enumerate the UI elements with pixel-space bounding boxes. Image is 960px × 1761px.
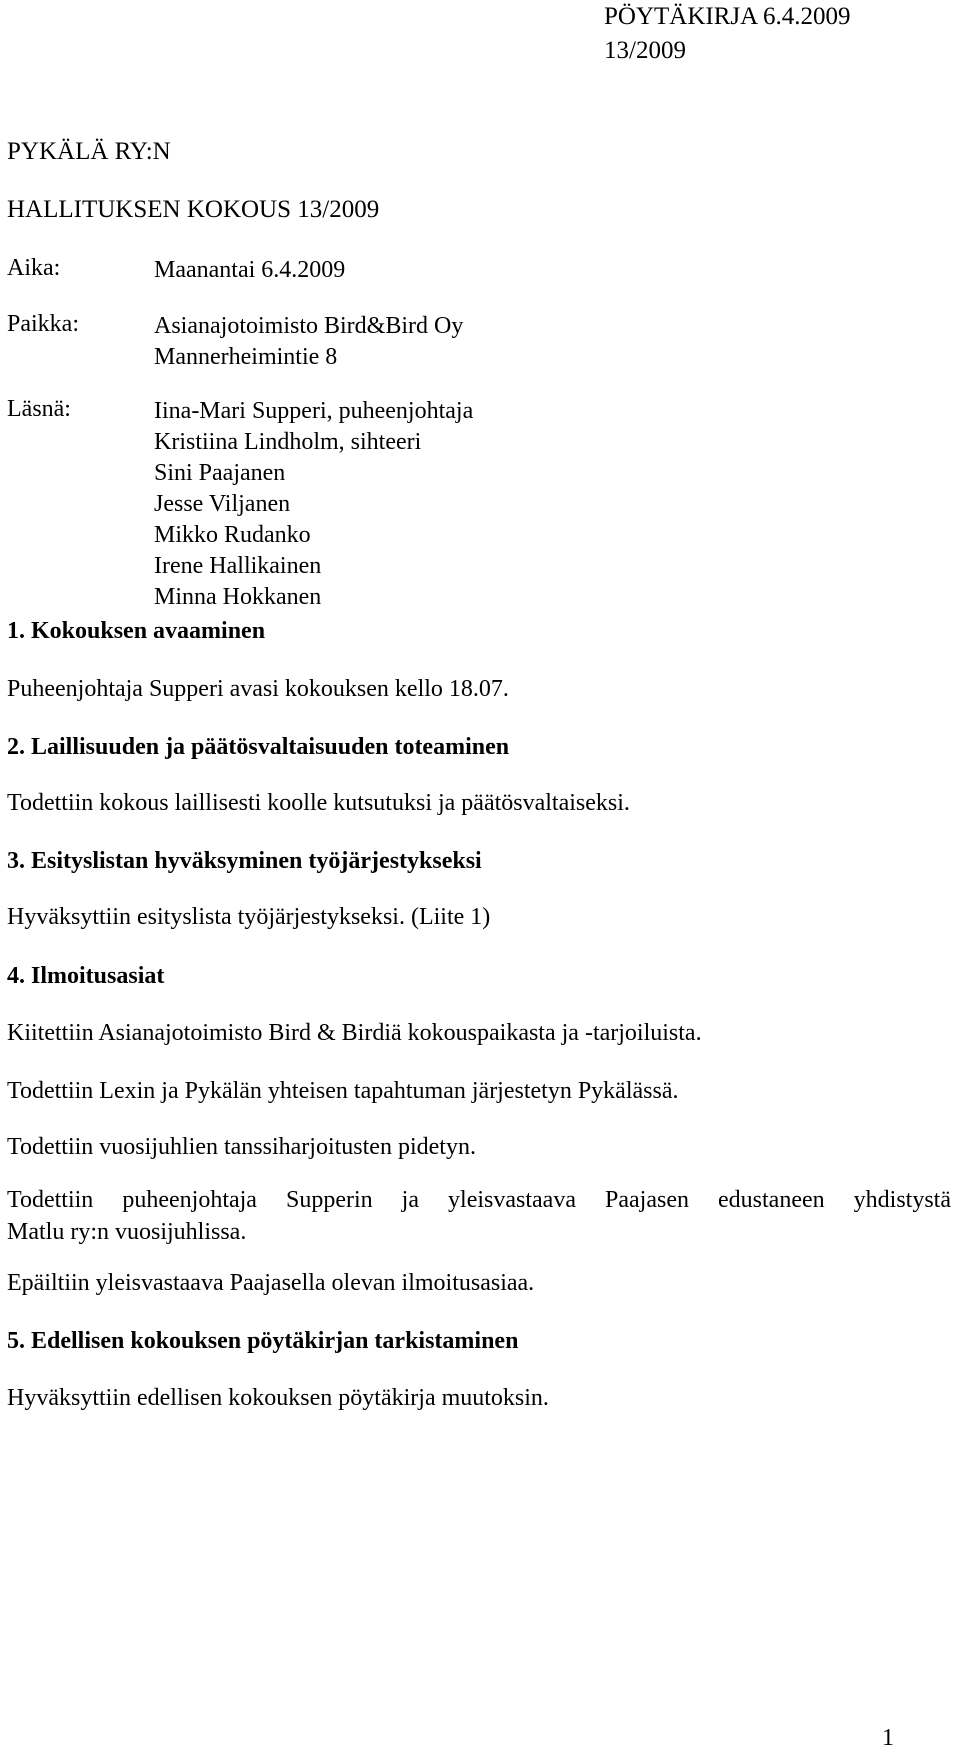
section-2-heading: 2. Laillisuuden ja päätösvaltaisuuden toteaminen xyxy=(7,734,510,760)
place-line: Asianajotoimisto Bird&Bird Oy xyxy=(154,313,464,339)
place-value-block xyxy=(154,311,463,373)
paragraph-line: Todettiin puheenjohtaja Supperin ja yleisvastaava Paajasen edustaneen yhdistystä xyxy=(7,1187,951,1213)
section-1-paragraph: Puheenjohtaja Supperi avasi kokouksen kello 18.07. xyxy=(7,676,509,702)
section-5-heading: 5. Edellisen kokouksen pöytäkirjan tarkistaminen xyxy=(7,1328,519,1354)
attendee: Sini Paajanen xyxy=(154,460,286,486)
place-label: Paikka: xyxy=(7,311,79,337)
section-3-heading: 3. Esityslistan hyväksyminen työjärjestykseksi xyxy=(7,848,482,874)
attendee: Minna Hokkanen xyxy=(154,584,322,610)
attendee: Irene Hallikainen xyxy=(154,553,322,579)
section-4-paragraph: Epäiltiin yleisvastaava Paajasella olevan ilmoitusasiaa. xyxy=(7,1270,535,1296)
attendee: Iina-Mari Supperi, puheenjohtaja xyxy=(154,398,474,424)
present-label: Läsnä: xyxy=(7,396,71,422)
section-3-paragraph: Hyväksyttiin esityslista työjärjestykseksi. (Liite 1) xyxy=(7,904,491,930)
section-4-paragraph xyxy=(7,1184,951,1248)
section-4-paragraph: Kiitettiin Asianajotoimisto Bird & Birdiä kokouspaikasta ja -tarjoiluista. xyxy=(7,1020,702,1046)
org-title: PYKÄLÄ RY:N xyxy=(7,138,171,165)
page-number: 1 xyxy=(882,1725,894,1751)
header-date: PÖYTÄKIRJA 6.4.2009 xyxy=(604,3,851,30)
section-4-paragraph: Todettiin vuosijuhlien tanssiharjoitusten pidetyn. xyxy=(7,1134,476,1160)
attendee-list xyxy=(154,396,473,613)
paragraph-line: Matlu ry:n vuosijuhlissa. xyxy=(7,1219,247,1245)
attendee: Jesse Viljanen xyxy=(154,491,291,517)
time-label: Aika: xyxy=(7,255,61,281)
section-2-paragraph: Todettiin kokous laillisesti koolle kutsutuksi ja päätösvaltaiseksi. xyxy=(7,790,630,816)
section-4-paragraph: Todettiin Lexin ja Pykälän yhteisen tapahtuman järjestetyn Pykälässä. xyxy=(7,1078,679,1104)
meeting-title: HALLITUKSEN KOKOUS 13/2009 xyxy=(7,196,380,223)
attendee: Kristiina Lindholm, sihteeri xyxy=(154,429,422,455)
header-number: 13/2009 xyxy=(604,37,686,64)
place-line: Mannerheimintie 8 xyxy=(154,344,338,370)
section-5-paragraph: Hyväksyttiin edellisen kokouksen pöytäkirja muutoksin. xyxy=(7,1385,549,1411)
section-4-heading: 4. Ilmoitusasiat xyxy=(7,963,165,989)
section-1-heading: 1. Kokouksen avaaminen xyxy=(7,618,266,644)
attendee: Mikko Rudanko xyxy=(154,522,311,548)
document-header xyxy=(604,0,851,68)
time-value: Maanantai 6.4.2009 xyxy=(154,257,346,283)
time-value-block xyxy=(154,255,345,286)
